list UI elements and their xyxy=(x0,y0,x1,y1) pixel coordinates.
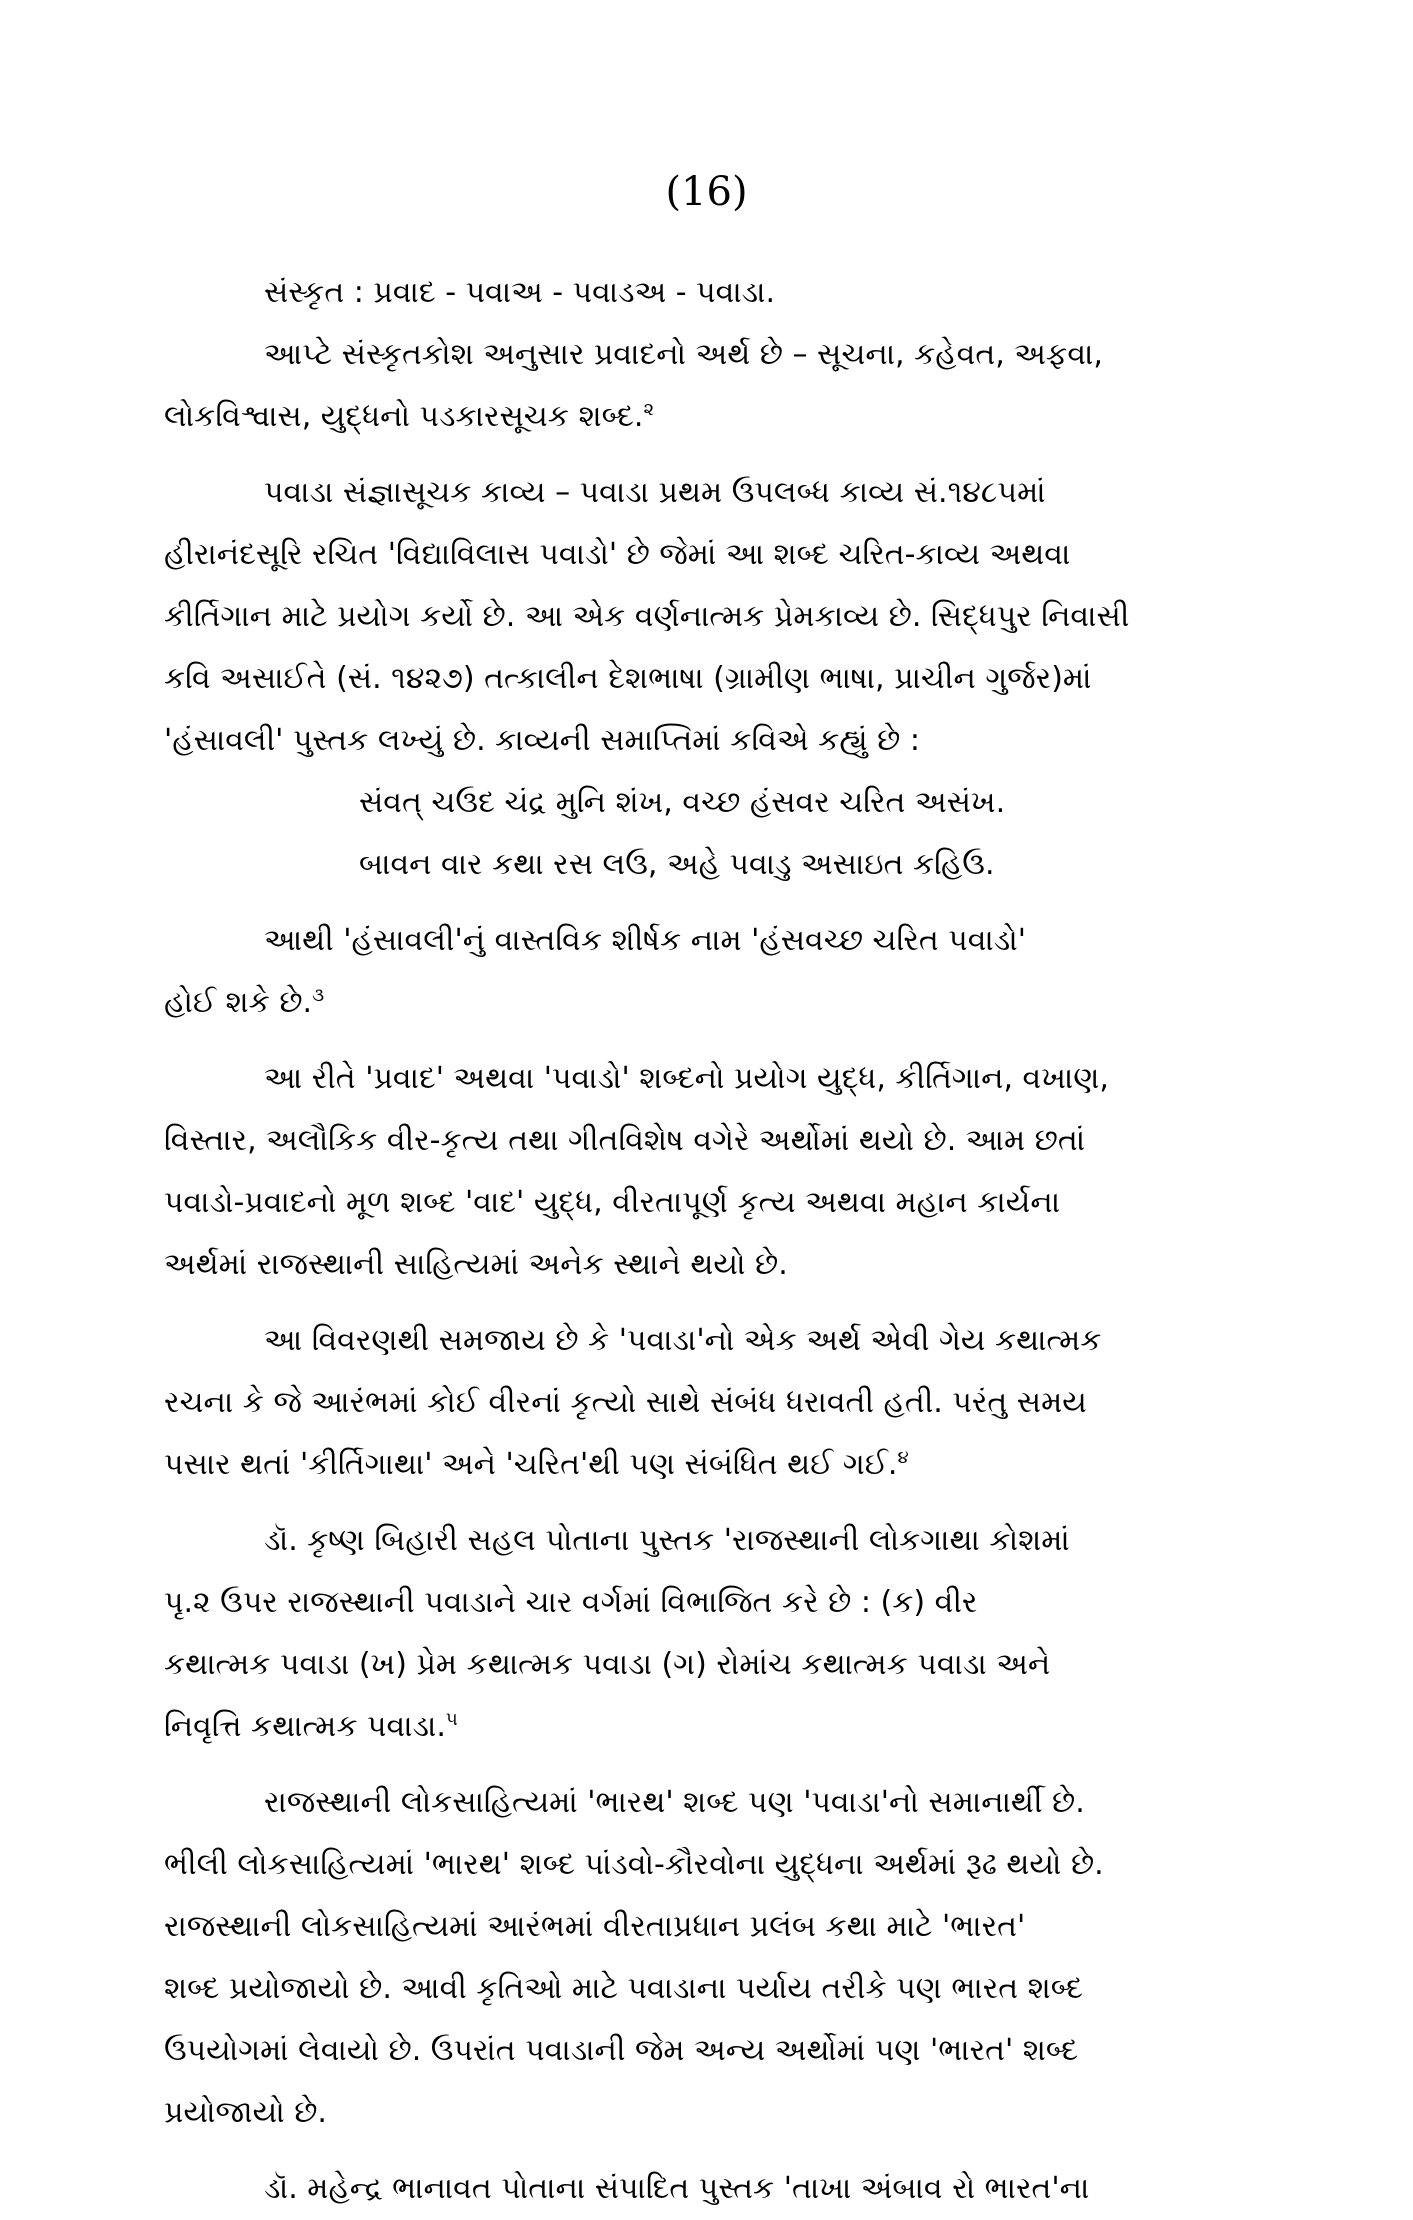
line-text: ઉપયોગમાં લેવાયો છે. ઉપરાંત પવાડાની જેમ અન્ય અર્થોમાં પણ 'ભારત' શબ્દ xyxy=(164,2033,1079,2068)
line-text: લોકવિશ્વાસ, યુદ્ધનો પડકારસૂચક શબ્દ. xyxy=(164,399,644,434)
text-line xyxy=(164,910,1294,972)
text-line xyxy=(164,524,1294,586)
text-line xyxy=(164,1572,1294,1634)
line-text: 'હંસાવલી' પુસ્તક લખ્યું છે. કાવ્યની સમાપ્તિમાં કવિએ કહ્યું છે : xyxy=(164,723,920,758)
body-text xyxy=(164,262,1294,2220)
footnote-marker: ૨ xyxy=(643,399,655,420)
text-line xyxy=(164,710,1294,772)
text-line xyxy=(164,1958,1294,2020)
text-line xyxy=(164,2082,1294,2144)
text-line xyxy=(164,972,1294,1034)
line-text: સંસ્કૃત : પ્રવાદ - પવાઅ - પવાડઅ - પવાડા. xyxy=(264,275,776,310)
text-line xyxy=(164,1696,1294,1758)
line-text: પવાડો-પ્રવાદનો મૂળ શબ્દ 'વાદ' યુદ્ધ, વીરતાપૂર્ણ કૃત્ય અથવા મહાન કાર્યના xyxy=(164,1185,1061,1220)
line-text: આપ્ટે સંસ્કૃતકોશ અનુસાર પ્રવાદનો અર્થ છે – સૂચના, કહેવત, અફવા, xyxy=(264,337,1103,372)
text-line xyxy=(164,1434,1294,1496)
text-line xyxy=(164,1772,1294,1834)
text-line xyxy=(164,2158,1294,2220)
text-line xyxy=(164,1172,1294,1234)
line-text: બાવન વાર કથા રસ લઉ, અહે પવાડુ અસાઇત કહિઉ. xyxy=(359,847,995,882)
footnote-marker: ૫ xyxy=(445,1709,458,1730)
line-text: પસાર થતાં 'કીર્તિગાથા' અને 'ચરિત'થી પણ સંબંધિત થઈ ગઈ. xyxy=(164,1447,898,1482)
line-text: રાજસ્થાની લોકસાહિત્યમાં 'ભારથ' શબ્દ પણ 'પવાડા'નો સમાનાર્થી છે. xyxy=(264,1785,1085,1820)
line-text: પૃ.૨ ઉપર રાજસ્થાની પવાડાને ચાર વર્ગમાં વિભાજિત કરે છે : (ક) વીર xyxy=(164,1585,978,1620)
text-line xyxy=(164,1510,1294,1572)
line-text: રચના કે જે આરંભમાં કોઈ વીરનાં કૃત્યો સાથે સંબંધ ધરાવતી હતી. પરંતુ સમય xyxy=(164,1385,1087,1420)
text-line xyxy=(164,2020,1294,2082)
line-text: વિસ્તાર, અલૌકિક વીર-કૃત્ય તથા ગીતવિશેષ વગેરે અર્થોમાં થયો છે. આમ છતાં xyxy=(164,1123,1086,1158)
footnote-marker: ૩ xyxy=(312,985,325,1006)
footnote-marker: ૪ xyxy=(897,1447,909,1468)
line-text: કથાત્મક પવાડા (ખ) પ્રેમ કથાત્મક પવાડા (ગ) રોમાંચ કથાત્મક પવાડા અને xyxy=(164,1647,1051,1682)
line-text: શબ્દ પ્રયોજાયો છે. આવી કૃતિઓ માટે પવાડાના પર્યાય તરીકે પણ ભારત શબ્દ xyxy=(164,1971,1084,2006)
page-number: (16) xyxy=(665,169,748,215)
line-text: નિવૃત્તિ કથાત્મક પવાડા. xyxy=(164,1709,446,1744)
text-line xyxy=(164,324,1294,386)
line-text: હીરાનંદસૂરિ રચિત 'વિદ્યાવિલાસ પવાડો' છે જેમાં આ શબ્દ ચરિત-કાવ્ય અથવા xyxy=(164,537,1071,572)
line-text: કવિ અસાઈતે (સં. ૧૪૨૭) તત્કાલીન દેશભાષા (ગ્રામીણ ભાષા, પ્રાચીન ગુર્જર)માં xyxy=(164,661,1092,696)
text-line xyxy=(164,1310,1294,1372)
text-line xyxy=(164,462,1294,524)
text-line xyxy=(164,1110,1294,1172)
line-text: આ રીતે 'પ્રવાદ' અથવા 'પવાડો' શબ્દનો પ્રયોગ યુદ્ધ, કીર્તિગાન, વખાણ, xyxy=(264,1061,1109,1096)
line-text: ડૉ. કૃષ્ણ બિહારી સહલ પોતાના પુસ્તક 'રાજસ્થાની લોકગાથા કોશમાં xyxy=(264,1523,1070,1558)
line-text: પ્રયોજાયો છે. xyxy=(164,2095,327,2130)
line-text: આથી 'હંસાવલી'નું વાસ્તવિક શીર્ષક નામ 'હંસવચ્છ ચરિત પવાડો' xyxy=(264,923,1026,958)
text-line xyxy=(164,1634,1294,1696)
text-line xyxy=(164,386,1294,448)
line-text: ડૉ. મહેન્દ્ર ભાનાવત પોતાના સંપાદિત પુસ્તક 'તાખા અંબાવ રો ભારત'ના xyxy=(264,2171,1090,2206)
text-line xyxy=(164,834,1294,896)
text-line xyxy=(164,586,1294,648)
line-text: સંવત્ ચઉદ ચંદ્ર મુનિ શંખ, વચ્છ હંસવર ચરિત અસંખ. xyxy=(359,785,1006,820)
line-text: હોઈ શકે છે. xyxy=(164,985,313,1020)
text-line xyxy=(164,772,1294,834)
text-line xyxy=(164,1234,1294,1296)
text-line xyxy=(164,648,1294,710)
text-line xyxy=(164,1896,1294,1958)
line-text: ભીલી લોકસાહિત્યમાં 'ભારથ' શબ્દ પાંડવો-કૌરવોના યુદ્ધના અર્થમાં રૂઢ થયો છે. xyxy=(164,1847,1104,1882)
line-text: કીર્તિગાન માટે પ્રયોગ કર્યો છે. આ એક વર્ણનાત્મક પ્રેમકાવ્ય છે. સિદ્ધપુર નિવાસી xyxy=(164,599,1130,634)
line-text: પવાડા સંજ્ઞાસૂચક કાવ્ય – પવાડા પ્રથમ ઉપલબ્ધ કાવ્ય સં.૧૪૮૫માં xyxy=(264,475,1046,510)
line-text: આ વિવરણથી સમજાય છે કે 'પવાડા'નો એક અર્થ એવી ગેય કથાત્મક xyxy=(264,1323,1102,1358)
text-line xyxy=(164,1048,1294,1110)
text-line xyxy=(164,1834,1294,1896)
line-text: રાજસ્થાની લોકસાહિત્યમાં આરંભમાં વીરતાપ્રધાન પ્રલંબ કથા માટે 'ભારત' xyxy=(164,1909,1026,1944)
text-line xyxy=(164,1372,1294,1434)
text-line xyxy=(164,262,1294,324)
line-text: અર્થમાં રાજસ્થાની સાહિત્યમાં અનેક સ્થાને થયો છે. xyxy=(164,1247,788,1282)
